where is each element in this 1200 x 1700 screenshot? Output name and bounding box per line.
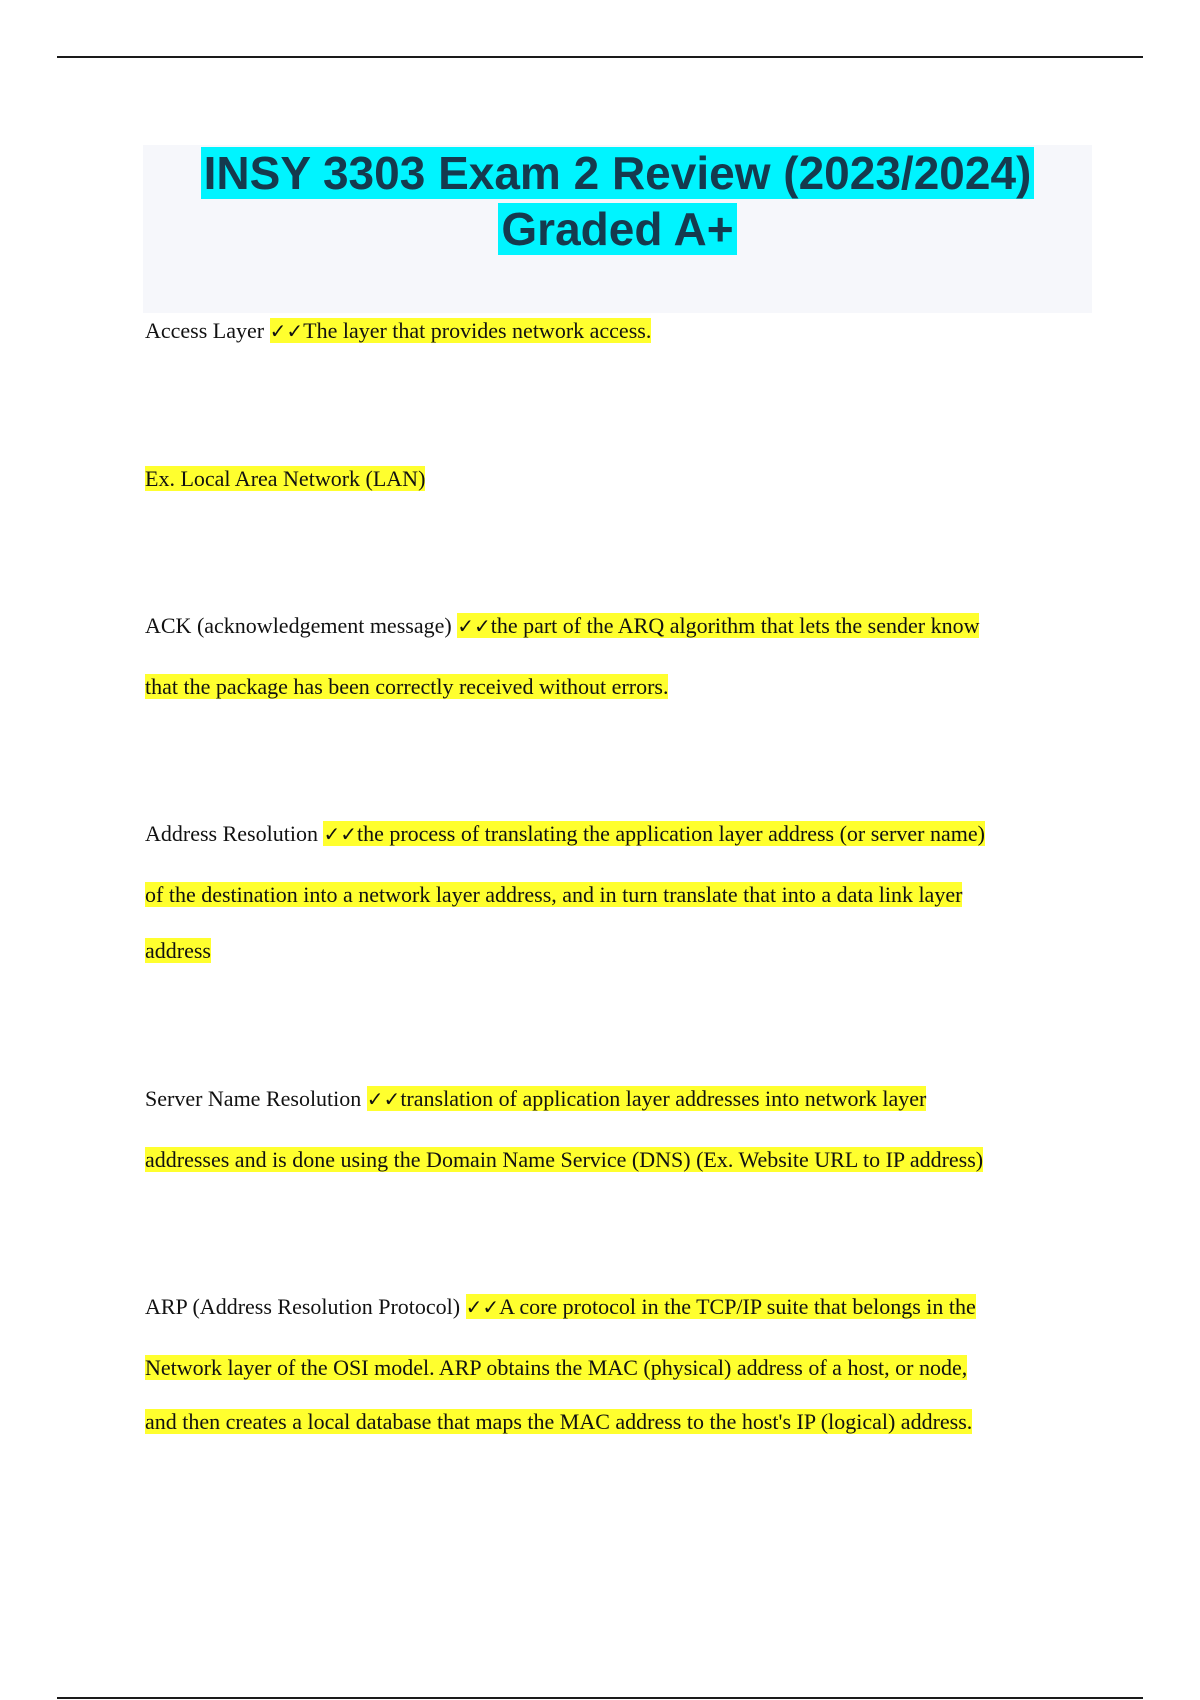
entry-definition-highlight: that the package has been correctly received without errors.	[145, 674, 669, 699]
entry-term: Server Name Resolution	[145, 1086, 362, 1111]
entry-line	[145, 1292, 976, 1322]
entry-definition-highlight: ✓✓A core protocol in the TCP/IP suite that belongs in the	[465, 1294, 976, 1319]
entry-term: ARP (Address Resolution Protocol)	[145, 1294, 461, 1319]
checkmark-icon: ✓✓	[457, 614, 491, 638]
entry-line	[145, 1145, 983, 1175]
entry-line	[145, 1353, 967, 1383]
checkmark-icon: ✓✓	[366, 1087, 401, 1111]
entry-line	[145, 1084, 926, 1114]
entry-line	[145, 819, 985, 849]
entry-line	[145, 936, 211, 966]
entry-definition-highlight: ✓✓translation of application layer addresses into network layer	[366, 1086, 927, 1111]
entry-definition-highlight: and then creates a local database that maps the MAC address to the host's IP (logical) address.	[145, 1409, 973, 1434]
top-rule	[57, 56, 1143, 58]
page-title-line-2: Graded A+	[143, 201, 1092, 257]
page-title-line-1: INSY 3303 Exam 2 Review (2023/2024)	[143, 145, 1092, 201]
entry-line	[145, 611, 979, 641]
entry-definition-highlight: ✓✓the part of the ARQ algorithm that lets the sender know	[457, 613, 980, 638]
entry-line	[145, 880, 962, 910]
title-banner	[143, 145, 1092, 313]
entry-definition-highlight: of the destination into a network layer address, and in turn translate that into a data link layer	[145, 882, 963, 907]
entry-definition-highlight: addresses and is done using the Domain Name Service (DNS) (Ex. Website URL to IP address)	[145, 1147, 984, 1172]
entry-term: Address Resolution	[145, 821, 318, 846]
entry-term: Access Layer	[145, 318, 265, 343]
checkmark-icon: ✓✓	[269, 319, 304, 343]
entry-term: ACK (acknowledgement message)	[145, 613, 452, 638]
bottom-rule	[57, 1697, 1143, 1699]
entry-line	[145, 1407, 972, 1437]
entry-line	[145, 464, 425, 494]
entry-line	[145, 316, 651, 346]
entry-definition-highlight: ✓✓the process of translating the application layer address (or server name)	[323, 821, 985, 846]
checkmark-icon: ✓✓	[465, 1295, 500, 1319]
checkmark-icon: ✓✓	[323, 822, 357, 846]
entry-definition-highlight: Ex. Local Area Network (LAN)	[145, 466, 426, 491]
entry-definition-highlight: ✓✓The layer that provides network access.	[269, 318, 652, 343]
entry-definition-highlight: address	[145, 938, 211, 963]
entry-line	[145, 672, 668, 702]
entry-definition-highlight: Network layer of the OSI model. ARP obtains the MAC (physical) address of a host, or node,	[145, 1355, 968, 1380]
